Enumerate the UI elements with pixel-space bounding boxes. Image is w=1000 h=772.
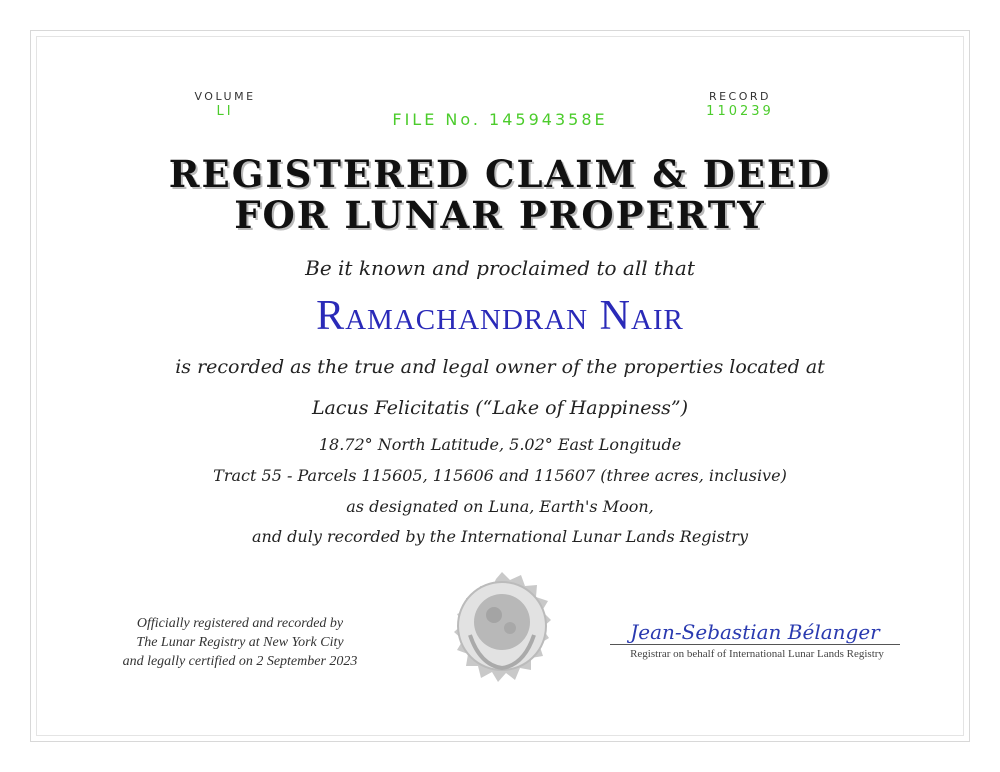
volume-label: VOLUME: [194, 90, 256, 103]
registration-note: [60, 614, 420, 671]
property-location: Lacus Felicitatis (“Lake of Happiness”): [311, 397, 689, 419]
title-line-1: REGISTERED CLAIM & DEED: [168, 152, 832, 196]
owner-name: Ramachandran Nair: [316, 293, 684, 339]
recorded-by: and duly recorded by the International Lunar Lands Registry: [252, 527, 748, 546]
note-line-2: The Lunar Registry at New York City: [136, 635, 344, 650]
volume-value: LI: [216, 104, 234, 119]
designation: as designated on Luna, Earth's Moon,: [346, 497, 654, 516]
record-label: RECORD: [708, 90, 772, 103]
registrar-signature: Jean-Sebastian Bélanger: [610, 620, 900, 645]
ownership-statement: is recorded as the true and legal owner of the properties located at: [175, 356, 825, 378]
note-line-1: Officially registered and recorded by: [136, 616, 344, 631]
title-line-2: FOR LUNAR PROPERTY: [234, 193, 766, 237]
coordinates: 18.72° North Latitude, 5.02° East Longitude: [318, 435, 682, 454]
note-line-3: and legally certified on 2 September 2023: [122, 654, 358, 669]
record-value: 110239: [706, 104, 774, 119]
signature-caption: Registrar on behalf of International Lunar Lands Registry: [630, 648, 884, 660]
parcels: Tract 55 - Parcels 115605, 115606 and 115607 (three acres, inclusive): [213, 466, 787, 485]
intro-text: Be it known and proclaimed to all that: [305, 256, 695, 280]
moon-seal-icon: [430, 560, 575, 700]
file-number: FILE No. 14594358E: [392, 110, 608, 129]
